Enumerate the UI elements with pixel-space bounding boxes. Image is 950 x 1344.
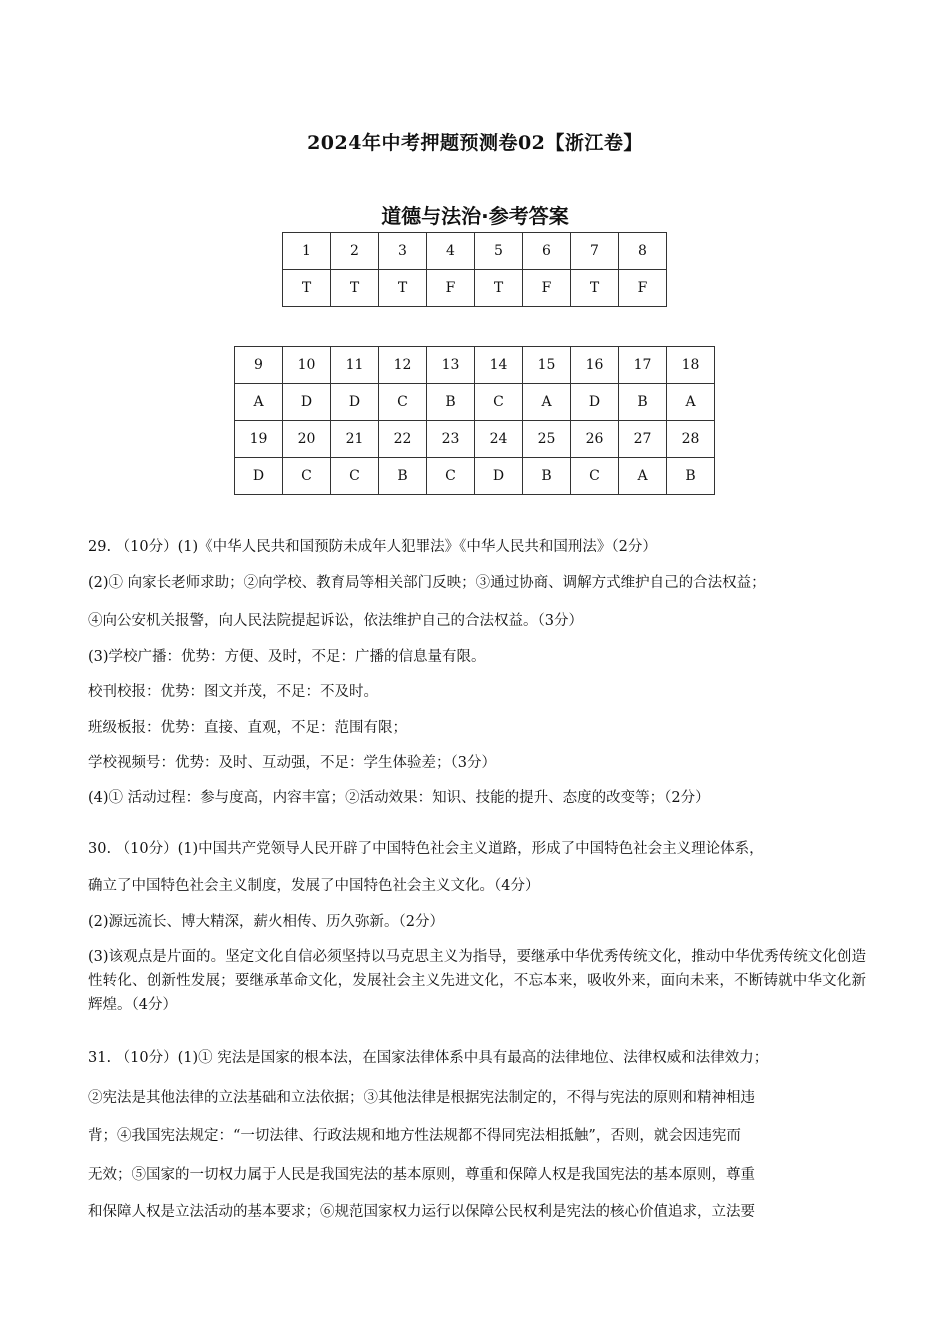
question-number: 1 <box>283 233 331 270</box>
q29-line-8: (4)① 活动过程：参与度高，内容丰富；②活动效果：知识、技能的提升、态度的改变等；（2分） <box>88 790 710 806</box>
q31-line-5: 和保障人权是立法活动的基本要求；⑥规范国家权力运行以保障公民权利是宪法的核心价值追求，立法要 <box>88 1204 755 1220</box>
question-number: 26 <box>571 421 619 458</box>
q29-line-2: (2)① 向家长老师求助；②向学校、教育局等相关部门反映；③通过协商、调解方式维护自己的合法权益； <box>88 575 766 591</box>
q31-line-1: 31. （10分）(1)① 宪法是国家的根本法，在国家法律体系中具有最高的法律地位、法律权威和法律效力； <box>88 1050 769 1066</box>
question-number: 7 <box>571 233 619 270</box>
answer-cell: C <box>379 384 427 421</box>
question-number: 20 <box>283 421 331 458</box>
table-row <box>235 458 715 495</box>
answer-cell: B <box>427 384 475 421</box>
answer-cell: T <box>283 270 331 307</box>
question-number: 15 <box>523 347 571 384</box>
answer-table-1 <box>282 232 667 307</box>
question-number: 10 <box>283 347 331 384</box>
q30-line-2: 确立了中国特色社会主义制度，发展了中国特色社会主义文化。（4分） <box>88 878 540 894</box>
q29-line-1: 29. （10分）(1)《中华人民共和国预防未成年人犯罪法》《中华人民共和国刑法》（2分） <box>88 539 657 555</box>
answer-cell: F <box>523 270 571 307</box>
answer-cell: D <box>331 384 379 421</box>
question-number: 8 <box>619 233 667 270</box>
question-number: 6 <box>523 233 571 270</box>
question-number: 19 <box>235 421 283 458</box>
answer-cell: C <box>427 458 475 495</box>
answer-cell: B <box>523 458 571 495</box>
question-number: 2 <box>331 233 379 270</box>
question-number: 16 <box>571 347 619 384</box>
answer-cell: T <box>571 270 619 307</box>
question-number: 11 <box>331 347 379 384</box>
q31-line-2: ②宪法是其他法律的立法基础和立法依据；③其他法律是根据宪法制定的，不得与宪法的原则和精神相违 <box>88 1090 755 1106</box>
question-number: 4 <box>427 233 475 270</box>
answer-cell: B <box>619 384 667 421</box>
answer-cell: D <box>235 458 283 495</box>
answer-cell: A <box>667 384 715 421</box>
q29-line-6: 班级板报：优势：直接、直观，不足：范围有限； <box>88 720 407 736</box>
answer-cell: B <box>667 458 715 495</box>
q30-paragraph-4: (3)该观点是片面的。坚定文化自信必须坚持以马克思主义为指导，要继承中华优秀传统文化，推动中华优秀传统文化创造性转化、创新性发展；要继承革命文化，发展社会主义先进文化，不忘本来，吸收外来，面向未来，不断铸就中华文化新辉煌。（4分） <box>88 949 866 1013</box>
table-row <box>283 270 667 307</box>
question-number: 3 <box>379 233 427 270</box>
q29-line-3: ④向公安机关报警，向人民法院提起诉讼，依法维护自己的合法权益。（3分） <box>88 613 583 629</box>
q31-line-3: 背；④我国宪法规定：“一切法律、行政法规和地方性法规都不得同宪法相抵触”，否则，就会因违宪而 <box>88 1128 741 1144</box>
answer-cell: D <box>571 384 619 421</box>
question-number: 12 <box>379 347 427 384</box>
answer-cell: C <box>475 384 523 421</box>
q30-line-3: (2)源远流长、博大精深，薪火相传、历久弥新。（2分） <box>88 914 445 930</box>
question-number: 28 <box>667 421 715 458</box>
answer-key-subtitle: 道德与法治·参考答案 <box>381 204 569 228</box>
question-number: 24 <box>475 421 523 458</box>
answer-cell: A <box>235 384 283 421</box>
answer-cell: F <box>619 270 667 307</box>
q29-line-5: 校刊校报：优势：图文并茂，不足：不及时。 <box>88 684 378 700</box>
question-number: 13 <box>427 347 475 384</box>
table-row <box>235 384 715 421</box>
q29-line-7: 学校视频号：优势：及时、互动强，不足：学生体验差；（3分） <box>88 755 496 771</box>
question-number: 21 <box>331 421 379 458</box>
question-number: 27 <box>619 421 667 458</box>
table-row <box>235 347 715 384</box>
question-number: 22 <box>379 421 427 458</box>
q29-line-4: (3)学校广播：优势：方便、及时，不足：广播的信息量有限。 <box>88 649 486 665</box>
table-row <box>235 421 715 458</box>
answer-cell: D <box>283 384 331 421</box>
question-number: 17 <box>619 347 667 384</box>
question-number: 25 <box>523 421 571 458</box>
answer-cell: C <box>331 458 379 495</box>
question-number: 14 <box>475 347 523 384</box>
answer-cell: A <box>619 458 667 495</box>
table-row <box>283 233 667 270</box>
answer-cell: F <box>427 270 475 307</box>
answer-table-2 <box>234 346 715 495</box>
q30-line-1: 30. （10分）(1)中国共产党领导人民开辟了中国特色社会主义道路，形成了中国特色社会主义理论体系， <box>88 841 764 857</box>
document-title: 2024年中考押题预测卷02【浙江卷】 <box>307 132 643 154</box>
question-number: 9 <box>235 347 283 384</box>
answer-cell: C <box>571 458 619 495</box>
answer-cell: A <box>523 384 571 421</box>
answer-cell: C <box>283 458 331 495</box>
answer-cell: T <box>331 270 379 307</box>
answer-cell: D <box>475 458 523 495</box>
question-number: 23 <box>427 421 475 458</box>
question-number: 18 <box>667 347 715 384</box>
q31-line-4: 无效；⑤国家的一切权力属于人民是我国宪法的基本原则，尊重和保障人权是我国宪法的基本原则，尊重 <box>88 1167 755 1183</box>
question-number: 5 <box>475 233 523 270</box>
answer-cell: B <box>379 458 427 495</box>
answer-cell: T <box>379 270 427 307</box>
answer-cell: T <box>475 270 523 307</box>
